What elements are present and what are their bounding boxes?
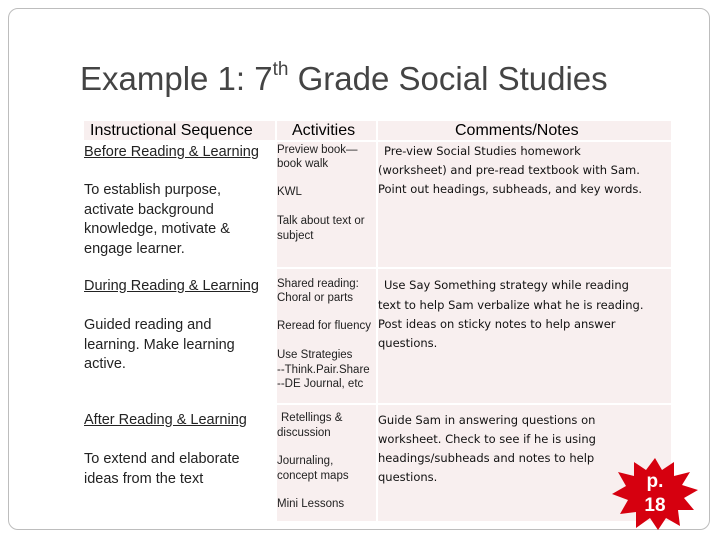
- activity-item: --Think.Pair.Share: [277, 364, 370, 376]
- purpose-during-reading: Guided reading and learning. Make learning active.: [84, 317, 235, 372]
- phase-after-reading: After Reading & Learning: [84, 412, 247, 428]
- note-line: text to help Sam verbalize what he is reading.: [378, 298, 644, 312]
- activity-item: Reread for fluency: [277, 320, 371, 332]
- activity-item: --DE Journal, etc: [277, 378, 364, 390]
- note-line: Pre-view Social Studies homework: [384, 144, 581, 158]
- activity-item: Preview book—: [277, 144, 358, 156]
- note-line: Point out headings, subheads, and key words.: [378, 182, 643, 196]
- activity-item: Use Strategies: [277, 349, 353, 361]
- note-line: Use Say Something strategy while reading: [384, 278, 629, 292]
- activity-item: KWL: [277, 186, 302, 198]
- header-activities: Activities: [292, 122, 356, 139]
- activity-item: Journaling,: [277, 455, 334, 467]
- purpose-before-reading: To establish purpose, activate background knowledge, motivate & engage learner.: [84, 182, 230, 257]
- note-line: worksheet. Check to see if he is using: [378, 432, 596, 446]
- activity-item: Mini Lessons: [277, 498, 345, 510]
- activity-item: concept maps: [277, 470, 349, 482]
- note-line: Guide Sam in answering questions on: [378, 413, 596, 427]
- activity-item: book walk: [277, 158, 329, 170]
- note-line: questions.: [378, 470, 438, 484]
- purpose-after-reading: To extend and elaborate ideas from the text: [84, 451, 240, 487]
- activity-item: Retellings &: [281, 412, 343, 424]
- slide-title: Example 1: 7th Grade Social Studies: [80, 59, 608, 97]
- phase-before-reading: Before Reading & Learning: [84, 144, 259, 160]
- activity-item: Choral or parts: [277, 292, 354, 304]
- activity-item: Shared reading:: [277, 278, 359, 290]
- phase-during-reading: During Reading & Learning: [84, 278, 259, 294]
- activity-item: subject: [277, 230, 314, 242]
- activity-item: discussion: [277, 427, 331, 439]
- note-line: questions.: [378, 336, 438, 350]
- note-line: (worksheet) and pre-read textbook with Sam.: [378, 163, 640, 177]
- activity-item: Talk about text or: [277, 215, 365, 227]
- header-comments-notes: Comments/Notes: [455, 122, 579, 139]
- header-instructional-sequence: Instructional Sequence: [90, 122, 253, 139]
- note-line: Post ideas on sticky notes to help answer: [378, 317, 616, 331]
- page-number-label: p. 18: [644, 471, 666, 516]
- note-line: headings/subheads and notes to help: [378, 451, 595, 465]
